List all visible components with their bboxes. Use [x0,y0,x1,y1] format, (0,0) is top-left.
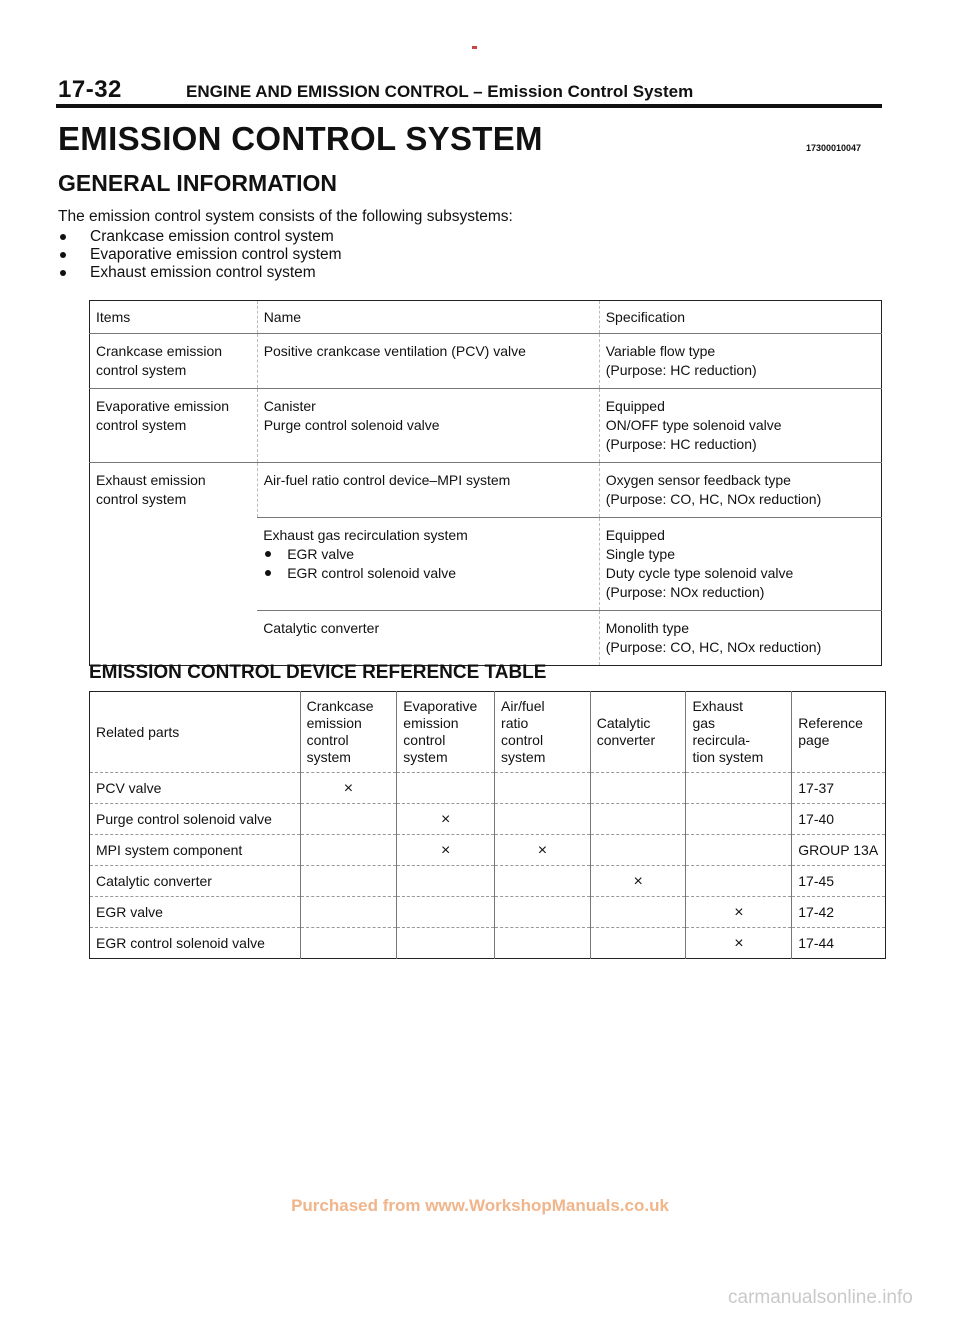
table-row [90,463,882,518]
page-number: 17-32 [58,76,122,103]
spec-cell [599,334,881,389]
name-cell [257,389,599,463]
spec-line: ON/OFF type solenoid valve [605,417,782,433]
part-cell: Purge control solenoid valve [90,804,301,835]
column-header [590,692,686,773]
list-item: Crankcase emission control system [58,228,342,246]
table-row [90,897,886,928]
empty-cell [590,928,686,959]
header-line: page [798,732,830,748]
header-line: Evaporative [403,698,478,714]
spec-line: Duty cycle type solenoid valve [605,565,794,581]
running-header: ENGINE AND EMISSION CONTROL – Emission Control System [186,82,694,101]
spec-line: Single type [605,546,675,562]
part-cell: EGR valve [90,897,301,928]
spec-line: (Purpose: CO, HC, NOx reduction) [605,491,822,507]
empty-cell [686,804,792,835]
empty-cell [686,866,792,897]
applies-mark: × [300,773,397,804]
empty-cell [300,928,397,959]
header-line: system [501,749,546,765]
spec-line: Monolith type [605,620,689,636]
table-row [90,389,882,463]
table-header-row [90,301,882,334]
applies-mark: × [397,835,495,866]
empty-cell [495,928,591,959]
empty-cell [590,773,686,804]
table-row [90,334,882,389]
part-cell: Catalytic converter [90,866,301,897]
empty-cell [590,897,686,928]
empty-cell [397,897,495,928]
empty-cell [495,773,591,804]
column-header: Name [257,301,599,334]
list-item: EGR control solenoid valve [263,564,593,583]
name-cell: Positive crankcase ventilation (PCV) valve [257,334,599,389]
page-cell: 17-42 [792,897,886,928]
applies-mark: × [686,928,792,959]
name-line: Purge control solenoid valve [263,417,440,433]
spec-cell [599,611,881,666]
header-line: control [403,732,446,748]
header-line: Reference [798,715,863,731]
applies-mark: × [495,835,591,866]
name-line: Canister [263,398,316,414]
part-cell: MPI system component [90,835,301,866]
applies-mark: × [686,897,792,928]
empty-cell [686,773,792,804]
empty-cell [397,773,495,804]
empty-cell [590,835,686,866]
table-row [90,773,886,804]
header-line: emission [306,715,362,731]
name-cell [257,518,599,611]
header-line: ratio [501,715,529,731]
column-header: Specification [599,301,881,334]
subsystem-list [58,228,342,282]
spec-line: Equipped [605,527,665,543]
spec-line: (Purpose: HC reduction) [605,436,757,452]
reference-table [89,691,886,959]
spec-cell [599,389,881,463]
header-line: control [306,732,349,748]
page-cell: GROUP 13A [792,835,886,866]
header-line: emission [403,715,459,731]
table-row [90,928,886,959]
column-header: Items [96,308,131,325]
name-cell: Air-fuel ratio control device–MPI system [257,463,599,518]
reference-table-heading: EMISSION CONTROL DEVICE REFERENCE TABLE [89,662,547,683]
header-line: tion system [692,749,764,765]
purchase-watermark: Purchased from www.WorkshopManuals.co.uk [291,1196,669,1215]
intro-text: The emission control system consists of the following subsystems: [58,208,513,225]
empty-cell [300,897,397,928]
empty-cell [397,928,495,959]
header-line: gas [692,715,716,731]
header-line: recircula- [692,732,751,748]
table-row [90,866,886,897]
spec-cell [599,518,881,611]
table-header-row [90,692,886,773]
spec-line: Equipped [605,398,665,414]
header-line: Catalytic [596,715,651,731]
page-cell: 17-45 [792,866,886,897]
applies-mark: × [397,804,495,835]
empty-cell [495,804,591,835]
header-line: control [501,732,544,748]
spec-line: (Purpose: NOx reduction) [605,584,765,600]
empty-cell [495,897,591,928]
site-watermark: carmanualsonline.info [728,1287,913,1308]
item-cell: Exhaust emission control system [90,463,258,666]
table-row [90,804,886,835]
part-cell: PCV valve [90,773,301,804]
table-row [90,835,886,866]
header-line: Crankcase [306,698,374,714]
spec-line: Variable flow type [605,343,716,359]
column-header [686,692,792,773]
header-line: system [403,749,448,765]
page-cell: 17-40 [792,804,886,835]
empty-cell [495,866,591,897]
item-cell: Crankcase emission control system [90,334,258,389]
column-header [495,692,591,773]
empty-cell [397,866,495,897]
name-line: Exhaust gas recirculation system [263,527,468,543]
spec-line: (Purpose: CO, HC, NOx reduction) [605,639,822,655]
specification-table [89,300,882,666]
scan-mark [472,46,477,49]
empty-cell [300,804,397,835]
document-code: 17300010047 [806,143,862,153]
column-header: Related parts [96,723,180,740]
spec-line: (Purpose: HC reduction) [605,362,757,378]
empty-cell [300,866,397,897]
header-rule [56,104,882,108]
header-line: Air/fuel [501,698,545,714]
applies-mark: × [590,866,686,897]
empty-cell [590,804,686,835]
header-line: system [306,749,351,765]
empty-cell [686,835,792,866]
list-item: Evaporative emission control system [58,246,342,264]
item-cell: Evaporative emission control system [90,389,258,463]
part-cell: EGR control solenoid valve [90,928,301,959]
empty-cell [300,835,397,866]
list-item: EGR valve [263,545,593,564]
page-cell: 17-37 [792,773,886,804]
list-item: Exhaust emission control system [58,264,342,282]
page-title: EMISSION CONTROL SYSTEM [58,120,543,157]
column-header [792,692,886,773]
header-line: converter [596,732,656,748]
section-heading: GENERAL INFORMATION [58,170,337,196]
page-cell: 17-44 [792,928,886,959]
header-line: Exhaust [692,698,744,714]
spec-line: Oxygen sensor feedback type [605,472,791,488]
column-header [397,692,495,773]
column-header [300,692,397,773]
spec-cell [599,463,881,518]
name-cell: Catalytic converter [257,611,599,666]
